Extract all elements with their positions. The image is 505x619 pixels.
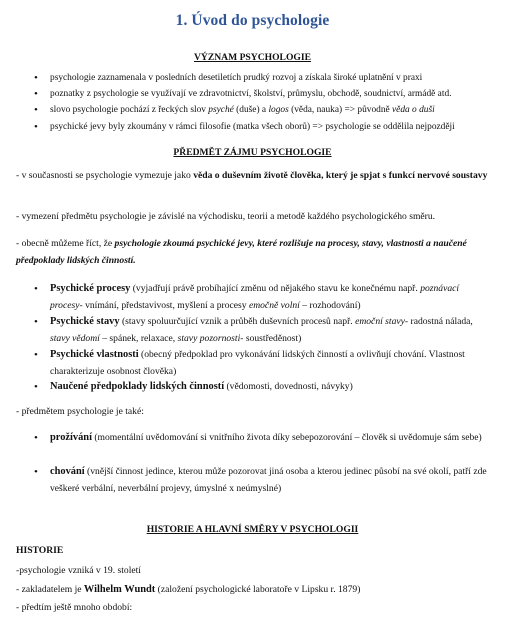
paragraph: - obecně můžeme říct, že psychologie zkoumá psychické jevy, které rozlišuje na procesy, stavy, vlastnosti a naučené předpoklady lidských činností. [16,238,467,266]
paragraph: - vymezení předmětu psychologie je závislé na východisku, teorii a metodě každého psychologického směru. [16,211,436,222]
paragraph: -psychologie vzniká v 19. století [16,565,141,576]
paragraph: - předtím ještě mnoho období: [16,602,133,613]
section-heading-historie: HISTORIE A HLAVNÍ SMĚRY V PSYCHOLOGII [146,524,359,535]
list-item: • slovo psychologie pochází z řeckých slov psyché (duše) a logos (věda, nauka) => původně věda o duši [50,102,490,118]
list-item: • Psychické stavy (stavy spoluurčující vznik a průběh duševních procesů např. emoční stavy- radostná nálada, stavy vědomí – spánek, relaxace, stavy pozornosti- soustředěnost) [50,314,490,348]
list-item: • prožívání (momentální uvědomování si vnitřního života díky sebepozorování – člověk si uvědomuje sám sebe) [50,430,490,447]
list-item: • poznatky z psychologie se využívají ve zdravotnictví, školství, průmyslu, obchodě, soudnictví, armádě atd. [50,86,490,102]
section-heading-predmet: PŘEDMĚT ZÁJMU PSYCHOLOGIE [173,147,332,158]
paragraph: - předmětem psychologie je také: [16,406,144,417]
paragraph: - zakladatelem je Wilhelm Wundt (založení psychologické laboratoře v Lipsku r. 1879) [16,584,361,595]
subheading-historie: HISTORIE [16,545,64,556]
list-item: • psychické jevy byly zkoumány v rámci filosofie (matka všech oborů) => psychologie se oddělila nejpozději [50,119,490,135]
section-heading-vyznam: VÝZNAM PSYCHOLOGIE [194,52,311,63]
paragraph: - v současnosti se psychologie vymezuje jako věda o duševním životě člověka, který je spjat s funkcí nervové soustavy [16,170,488,181]
list-item: • chování (vnější činnost jedince, kterou může pozorovat jiná osoba a kterou jedinec působí na své okolí, patří zde veškeré verbální, neverbální projevy, úmyslné x neúmyslné) [50,464,490,498]
list-item: • Naučené předpoklady lidských činností (vědomosti, dovednosti, návyky) [50,379,490,396]
page-title: 1. Úvod do psychologie [175,12,330,29]
list-item: • Psychické procesy (vyjadřují právě probíhající změnu od nějakého stavu ke konečnému např. poznávací procesy- vnímání, představivost, myšlení a procesy emočně volní – rozhodování) [50,281,490,315]
list-item: • psychologie zaznamenala v posledních desetiletích prudký rozvoj a získala široké uplatnění v praxi [50,70,490,86]
list-item: • Psychické vlastnosti (obecný předpoklad pro vykonávání lidských činností a ovlivňují chování. Vlastnost charakterizuje osobnost člověka) [50,347,490,381]
